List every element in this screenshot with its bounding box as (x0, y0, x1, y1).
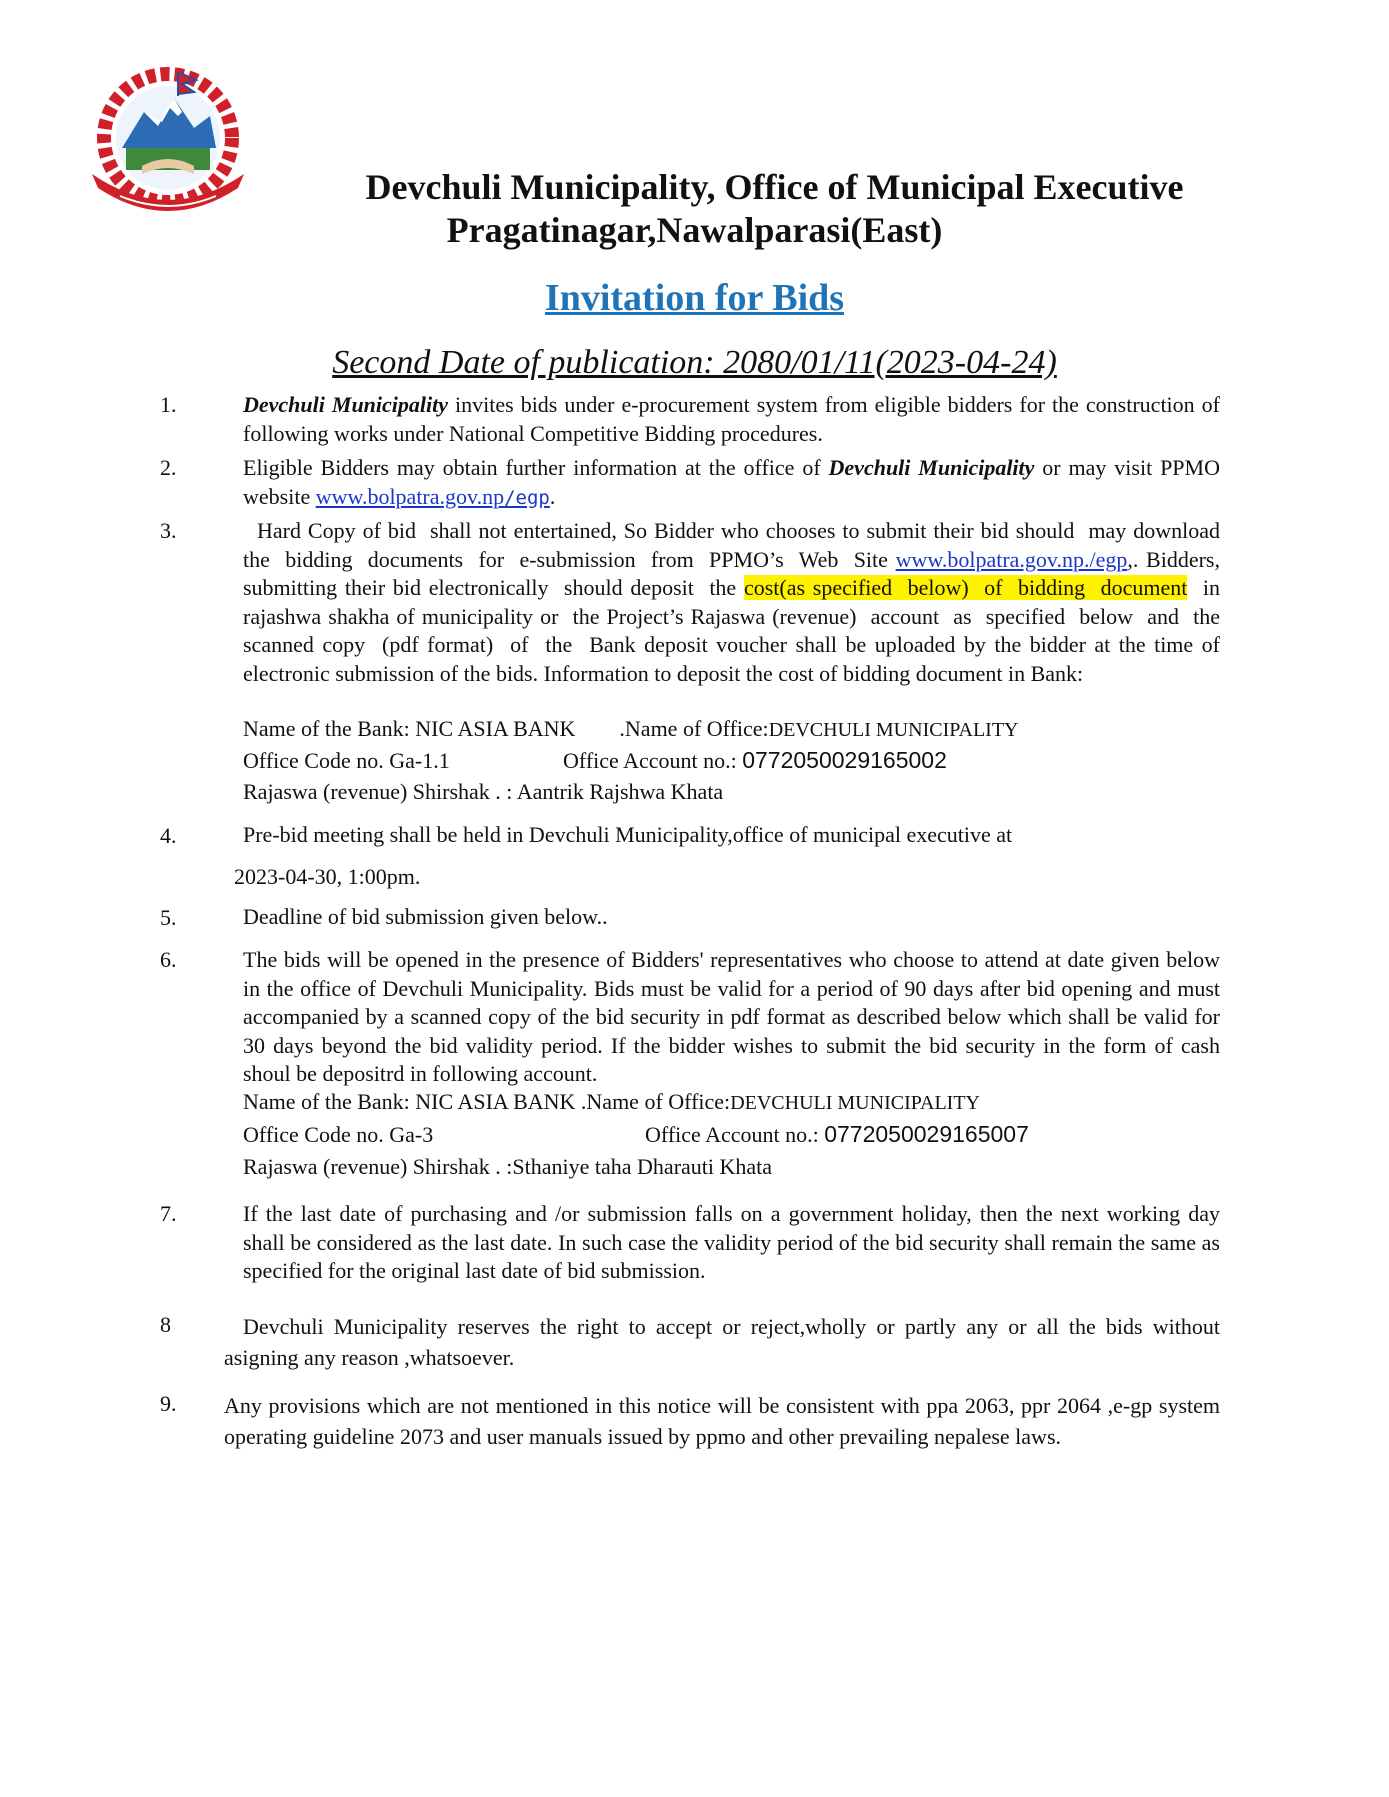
item-number: 4. (160, 823, 177, 848)
item-1-text (243, 391, 1220, 448)
office-name-label: .Name of Office: (575, 1089, 731, 1114)
item-1-org-name: Devchuli Municipality (243, 392, 449, 417)
office-code: Office Code no. Ga-1.1 (243, 748, 450, 773)
item-3-text (243, 517, 1231, 688)
shirshak-line: Rajaswa (revenue) Shirshak . : Aantrik Rajshwa Khata (243, 779, 724, 804)
item-number: 3. (160, 518, 177, 543)
account-label: Office Account no.: (645, 1122, 825, 1147)
bank-name: Name of the Bank: NIC ASIA BANK (243, 716, 576, 741)
pre-bid-date: 2023-04-30, 1:00pm. (234, 864, 421, 889)
item-6-text: The bids will be opened in the presence of Bidders' representatives who choose to attend at date given below in the office of Devchuli Municipality. Bids must be valid for a period of 90 days after bid opening and must accompanied by a scanned copy of the bid security in pdf format as described below which shall be valid for 30 days beyond the bid validity period. If the bidder wishes to submit the bid security in the form of cash shoul be depositrd in following account. (243, 947, 1220, 1086)
item-2-body-b: or may visit PPMO website (243, 455, 1220, 509)
account-number: 0772050029165002 (742, 747, 947, 773)
item-2-body-a: Eligible Bidders may obtain further information at the office of (243, 455, 829, 480)
bank-name: Name of the Bank: NIC ASIA BANK (243, 1089, 576, 1114)
office-name: DEVCHULI MUNICIPALITY (768, 719, 1019, 741)
item-3-body-b: ,. Bidders, submitting their bid electronically should deposit the (243, 546, 1226, 600)
item-1-body: invites bids under e-procurement system from eligible bidders for the construction of following works under National Competitive Bidding procedures. (243, 392, 1221, 446)
bolpatra-link-path[interactable]: /egp (504, 486, 550, 509)
item-7-text: If the last date of purchasing and /or submission falls on a government holiday, then the next working day shall be considered as the last date. In such case the validity period of the bid security shall remain the same as specified for the original last date of bid submission. (243, 1201, 1220, 1283)
account-label: Office Account no.: (563, 748, 743, 773)
header-office-name: Devchuli Municipality, Office of Municipal Executive (365, 167, 1184, 207)
item-2-org-name: Devchuli Municipality (828, 455, 1035, 480)
account-number: 0772050029165007 (824, 1121, 1029, 1147)
item-5-text: Deadline of bid submission given below.. (243, 904, 608, 929)
item-8-text: Devchuli Municipality reserves the right to accept or reject,wholly or partly any or all the bids without asigning any reason ,whatsoever. (224, 1314, 1220, 1370)
item-4-text: Pre-bid meeting shall be held in Devchuli Municipality,office of municipal executive at (243, 822, 1013, 847)
item-9-text: Any provisions which are not mentioned in this notice will be consistent with ppa 2063, ppr 2064 ,e-gp system operating guideline 2073 and user manuals issued by ppmo and other prevailing nepalese laws. (224, 1393, 1220, 1449)
item-number: 2. (160, 455, 177, 480)
item-number: 9. (160, 1391, 177, 1416)
highlighted-cost-text: cost(as specified below) of bidding document (743, 575, 1188, 600)
bolpatra-egp-link[interactable]: www.bolpatra.gov.np./egp (895, 546, 1128, 572)
bank-info-line-2 (243, 745, 947, 776)
publication-date: Second Date of publication: 2080/01/11(2023-04-24) (332, 344, 1057, 381)
office-code: Office Code no. Ga-3 (243, 1122, 434, 1147)
page-title: Invitation for Bids (544, 277, 845, 319)
bank-info-line-1 (243, 714, 1019, 745)
shirshak-line: Rajaswa (revenue) Shirshak . :Sthaniye taha Dharauti Khata (243, 1154, 773, 1179)
bolpatra-link-domain[interactable]: www.bolpatra.gov.np (315, 483, 505, 509)
item-2-text (243, 454, 1220, 512)
item-number: 5. (160, 905, 177, 930)
header-address: Pragatinagar,Nawalparasi(East) (446, 210, 943, 250)
bolpatra-link[interactable] (316, 484, 550, 509)
item-2-body-c: . (549, 483, 556, 509)
item-number: 1. (160, 392, 177, 417)
office-name: DEVCHULI MUNICIPALITY (730, 1092, 980, 1114)
office-name-label: .Name of Office: (619, 716, 769, 741)
bank-info-line-1 (243, 1087, 980, 1118)
item-3-body-c: in rajashwa shakha of municipality or the Project’s Rajaswa (revenue) account as specified below and the scanned copy (pdf format) of the Bank deposit voucher shall be uploaded by the bidder at the time of electronic submission of the bids. Information to deposit the cost of bidding document in Bank: (243, 575, 1231, 686)
bank-info-line-2 (243, 1119, 1029, 1150)
item-3-body-a: Hard Copy of bid shall not entertained, So Bidder who chooses to submit their bid should may download the bidding documents for e-submission from PPMO’s Web Site (243, 518, 1231, 572)
item-number: 7. (160, 1201, 177, 1226)
item-number: 8 (160, 1312, 171, 1337)
item-number: 6. (160, 947, 177, 972)
